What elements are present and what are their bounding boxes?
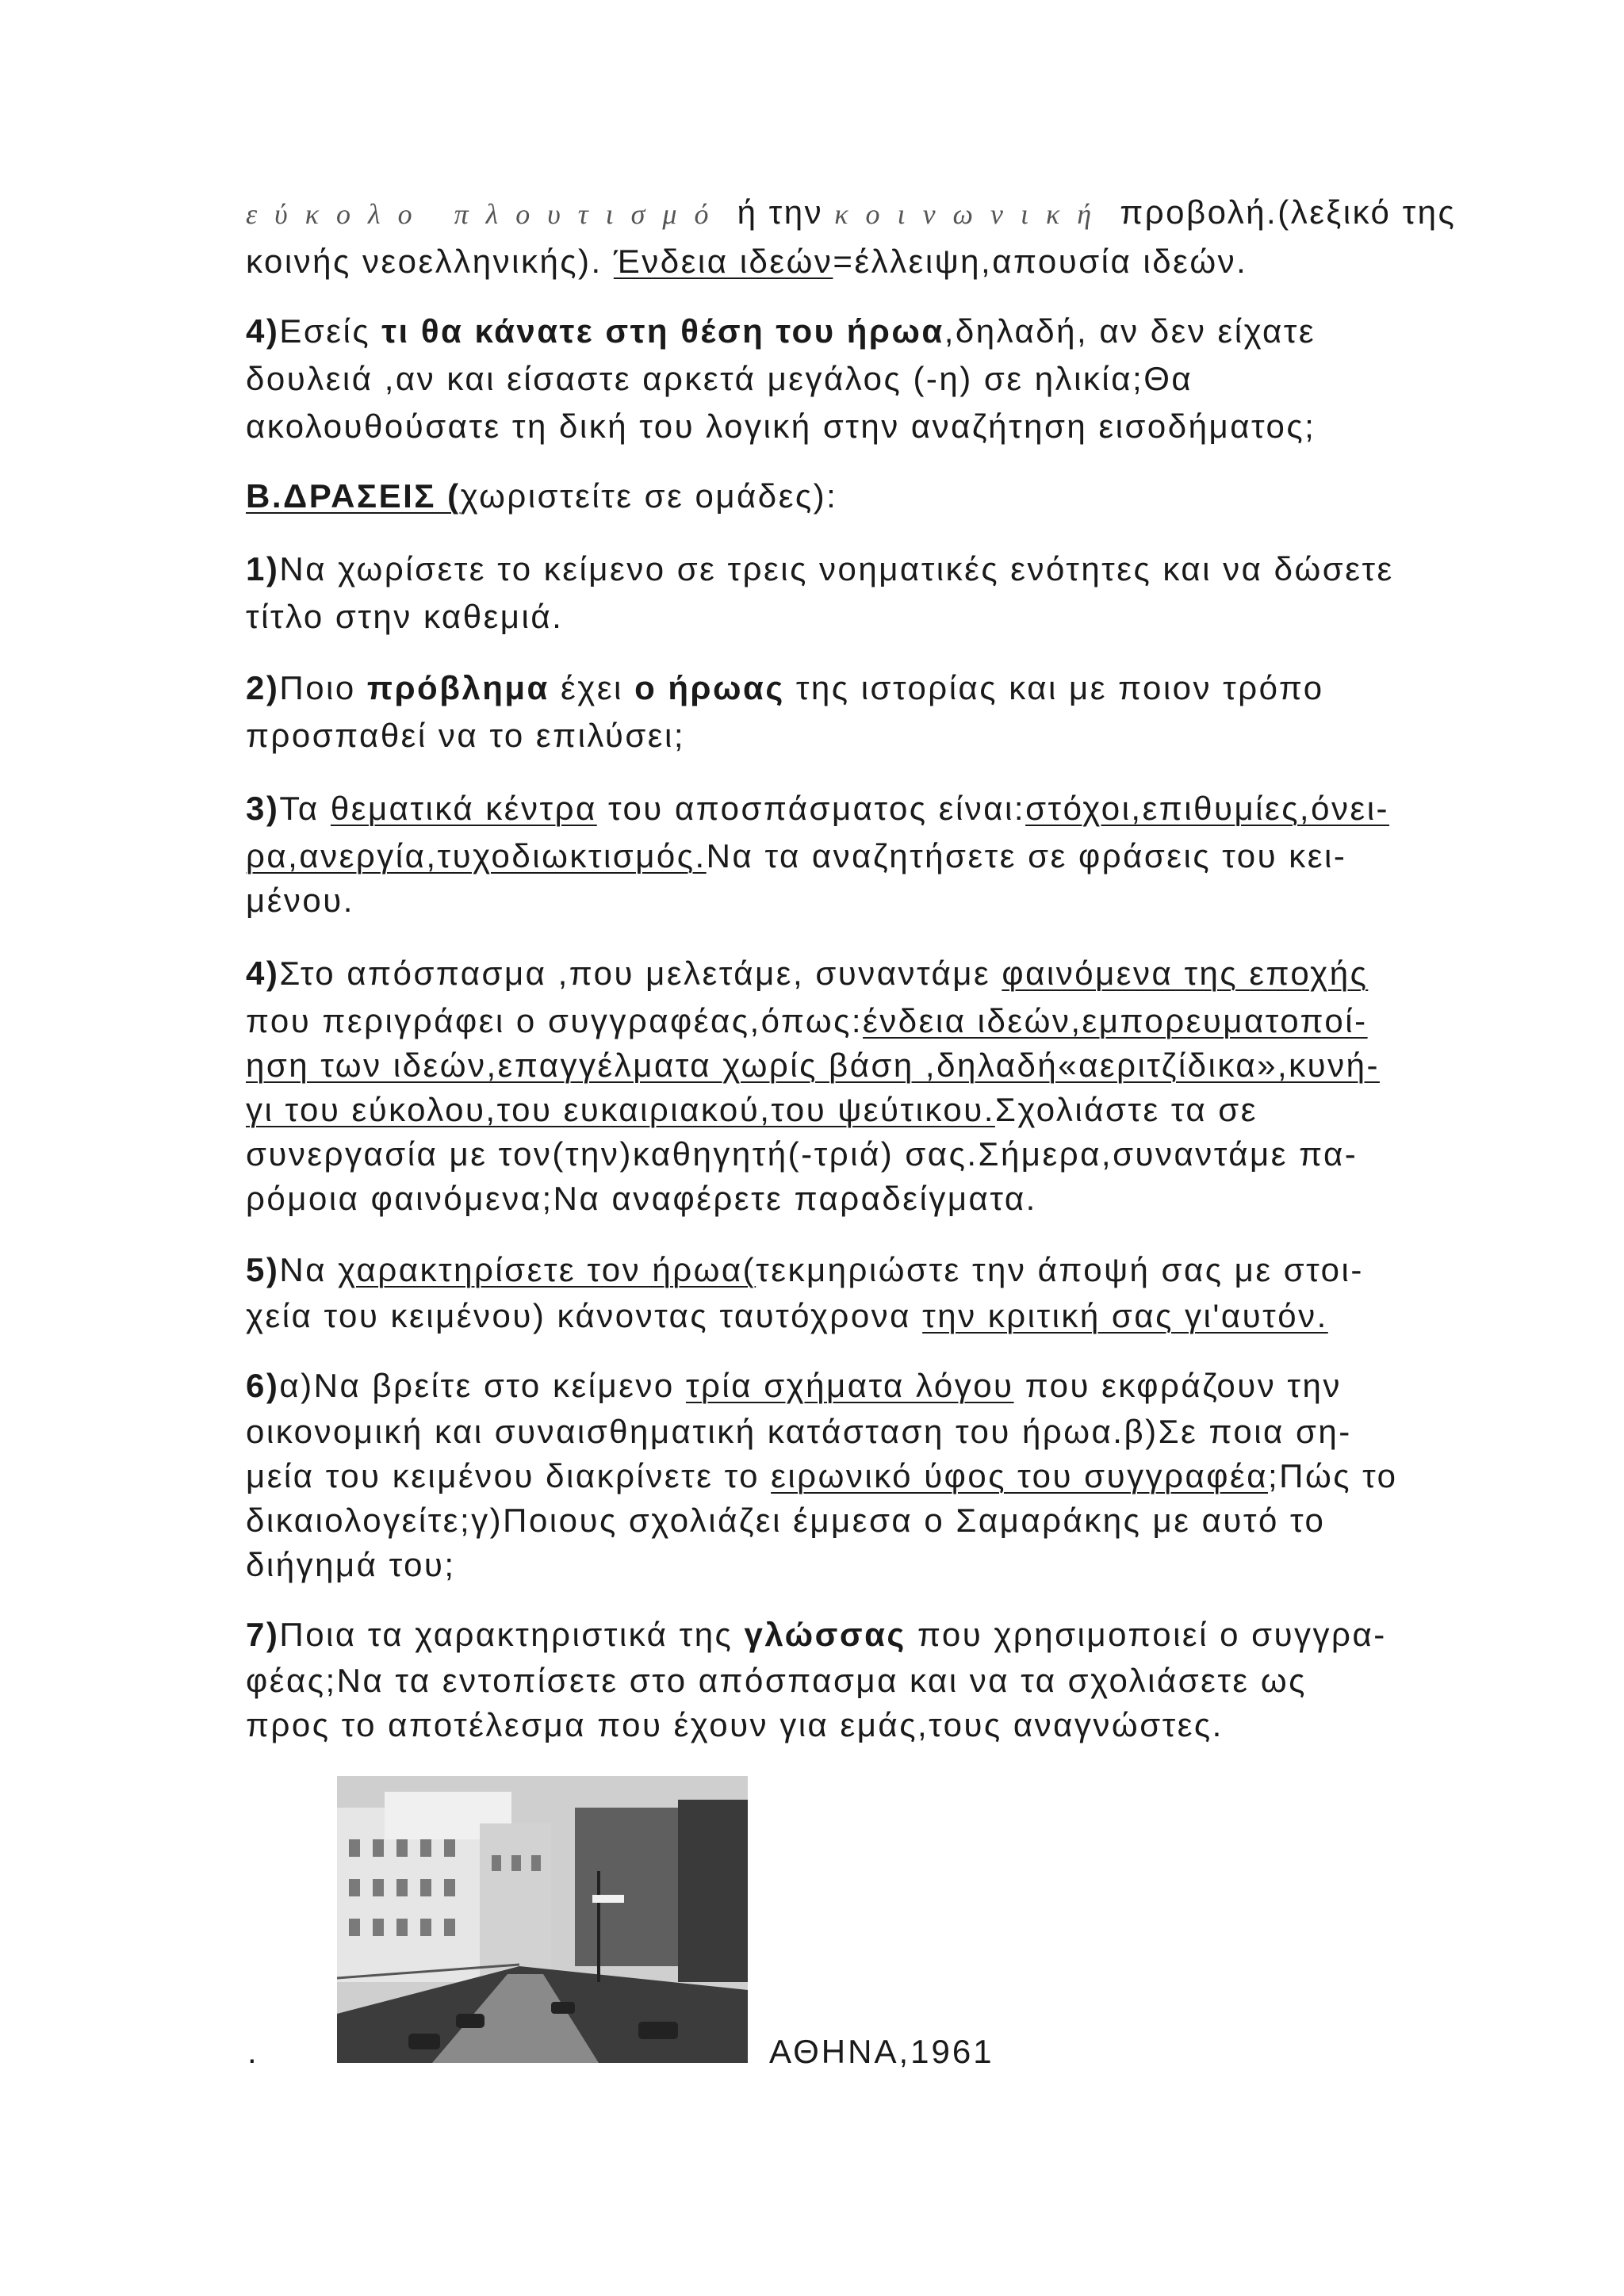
question-4-line-2: δουλειά ,αν και είσαστε αρκετά μεγάλος (-η) σε ηλικία;Θα xyxy=(246,360,1193,397)
activity-4-line-4 xyxy=(246,1088,1258,1132)
underlined-phrase: ειρωνικό ύφος του συγγραφέα xyxy=(771,1457,1268,1494)
bold-word: ο ήρωας xyxy=(634,669,785,706)
bold-phrase: τι θα κάνατε στη θέση του ήρωα xyxy=(381,312,944,350)
text: ή την xyxy=(726,193,835,231)
bold-word: γλώσσας xyxy=(744,1616,906,1653)
activity-4-line-3: ηση των ιδεών,επαγγέλματα χωρίς βάση ,δηλαδή«αεριτζίδικα»,κυνή- xyxy=(246,1047,1380,1084)
activity-number: 7) xyxy=(246,1616,280,1653)
photo-illustration xyxy=(337,1776,748,2063)
text: έχει xyxy=(549,669,635,706)
text: μεία του κειμένου διακρίνετε το xyxy=(246,1457,772,1494)
text: Να τα αναζητήσετε σε φράσεις του κει- xyxy=(706,837,1347,874)
spaced-phrase-1: εύκολο πλουτισμό xyxy=(246,198,726,230)
text: που εκφράζουν την xyxy=(1013,1367,1342,1404)
photo-caption: ΑΘΗΝΑ,1961 xyxy=(769,2033,994,2070)
text: χωριστείτε σε ομάδες): xyxy=(460,477,838,515)
text: ;Πώς το xyxy=(1267,1457,1398,1494)
question-4-line-1 xyxy=(246,309,1316,354)
term-underlined: Ένδεια ιδεών xyxy=(613,243,833,280)
activity-7-line-2: φέας;Να τα εντοπίσετε στο απόσπασμα και να τα σχολιάσετε ως xyxy=(246,1662,1307,1699)
text: που περιγράφει ο συγγραφέας,όπως: xyxy=(246,1002,864,1039)
underlined-phrase: ένδεια ιδεών,εμπορευματοποί- xyxy=(863,1002,1368,1039)
underlined-phrase: την κριτική σας γι'αυτόν. xyxy=(922,1297,1328,1334)
activity-4-line-5: συνεργασία με τον(την)καθηγητή(-τριά) σας.Σήμερα,συναντάμε πα- xyxy=(246,1135,1358,1173)
activity-6-line-2: οικονομική και συναισθηματική κατάσταση του ήρωα.β)Σε ποια ση- xyxy=(246,1413,1352,1450)
text: κοινής νεοελληνικής). xyxy=(246,243,614,280)
text: που χρησιμοποιεί ο συγγρα- xyxy=(906,1616,1387,1653)
activity-4-line-2 xyxy=(246,999,1368,1043)
text: του αποσπάσματος είναι: xyxy=(596,790,1026,827)
text: ,δηλαδή, αν δεν είχατε xyxy=(944,312,1316,350)
underlined-phrase: φαινόμενα της εποχής xyxy=(1002,955,1369,992)
text: χεία του κειμένου) κάνοντας ταυτόχρονα xyxy=(246,1297,923,1334)
activity-number: 1) xyxy=(246,550,280,587)
question-4-line-3: ακολουθούσατε τη δική του λογική στην αναζήτηση εισοδήματος; xyxy=(246,408,1316,445)
text: =έλλειψη,απουσία ιδεών. xyxy=(833,243,1248,280)
underlined-phrase: ρα,ανεργία,τυχοδιωκτισμός. xyxy=(246,837,707,874)
underlined-phrase: στόχοι,επιθυμίες,όνει- xyxy=(1025,790,1390,827)
activity-6-line-3 xyxy=(246,1454,1398,1498)
spaced-phrase-2: κοινωνική xyxy=(834,198,1109,230)
stray-dot: . xyxy=(247,2033,257,2070)
underlined-phrase: γι του εύκολου,του ευκαιριακού,του ψεύτικου. xyxy=(246,1091,995,1128)
question-number: 4) xyxy=(246,312,280,350)
text: Εσείς xyxy=(279,312,382,350)
activity-number: 6) xyxy=(246,1367,280,1404)
activity-number: 5) xyxy=(246,1251,280,1288)
underlined-phrase: θεματικά κέντρα xyxy=(330,790,597,827)
section-title: Β.ΔΡΑΣΕΙΣ ( xyxy=(246,477,461,515)
activity-4-line-1 xyxy=(246,951,1368,996)
activity-5-line-1 xyxy=(246,1248,1364,1292)
activity-2-line-2: προσπαθεί να το επιλύσει; xyxy=(246,717,686,754)
text: της ιστορίας και με ποιον τρόπο xyxy=(784,669,1324,706)
text: Στο απόσπασμα ,που μελετάμε, συναντάμε xyxy=(279,955,1002,992)
activity-1-line-2: τίτλο στην καθεμιά. xyxy=(246,598,564,635)
activity-6-line-5: διήγημά του; xyxy=(246,1546,456,1583)
activity-6-line-1 xyxy=(246,1364,1342,1408)
activity-3-line-1 xyxy=(246,786,1389,831)
activity-5-line-2 xyxy=(246,1294,1328,1338)
section-b-heading xyxy=(246,474,837,519)
text: Να xyxy=(279,1251,339,1288)
activity-3-line-2 xyxy=(246,834,1346,878)
underlined-phrase: χαρακτηρίσετε τον ήρωα( xyxy=(338,1251,756,1288)
bold-word: πρόβλημα xyxy=(366,669,550,706)
text: Να χωρίσετε το κείμενο σε τρεις νοηματικές ενότητες και να δώσετε xyxy=(279,550,1394,587)
text: προβολή.(λεξικό της xyxy=(1109,193,1457,231)
text: Τα xyxy=(279,790,331,827)
text: Σχολιάστε τα σε xyxy=(994,1091,1258,1128)
activity-6-line-4: δικαιολογείτε;γ)Ποιους σχολιάζει έμμεσα ο Σαμαράκης με αυτό το xyxy=(246,1502,1326,1539)
activity-7-line-3: προς το αποτέλεσμα που έχουν για εμάς,τους αναγνώστες. xyxy=(246,1706,1224,1743)
intro-line-1 xyxy=(246,190,1456,236)
text: Ποια τα χαρακτηριστικά της xyxy=(279,1616,745,1653)
activity-number: 3) xyxy=(246,790,280,827)
activity-number: 4) xyxy=(246,955,280,992)
athens-street-photo xyxy=(337,1776,748,2063)
text: Ποιο xyxy=(279,669,367,706)
activity-4-line-6: ρόμοια φαινόμενα;Να αναφέρετε παραδείγματα. xyxy=(246,1180,1037,1217)
activity-number: 2) xyxy=(246,669,280,706)
activity-1-line-1 xyxy=(246,547,1394,591)
activity-2-line-1 xyxy=(246,666,1324,710)
activity-3-line-3: μένου. xyxy=(246,882,354,919)
text: α)Να βρείτε στο κείμενο xyxy=(279,1367,686,1404)
activity-7-line-1 xyxy=(246,1613,1387,1657)
underlined-phrase: τρία σχήματα λόγου xyxy=(685,1367,1014,1404)
intro-line-2 xyxy=(246,239,1247,284)
text: τεκμηριώστε την άποψή σας με στοι- xyxy=(756,1251,1364,1288)
